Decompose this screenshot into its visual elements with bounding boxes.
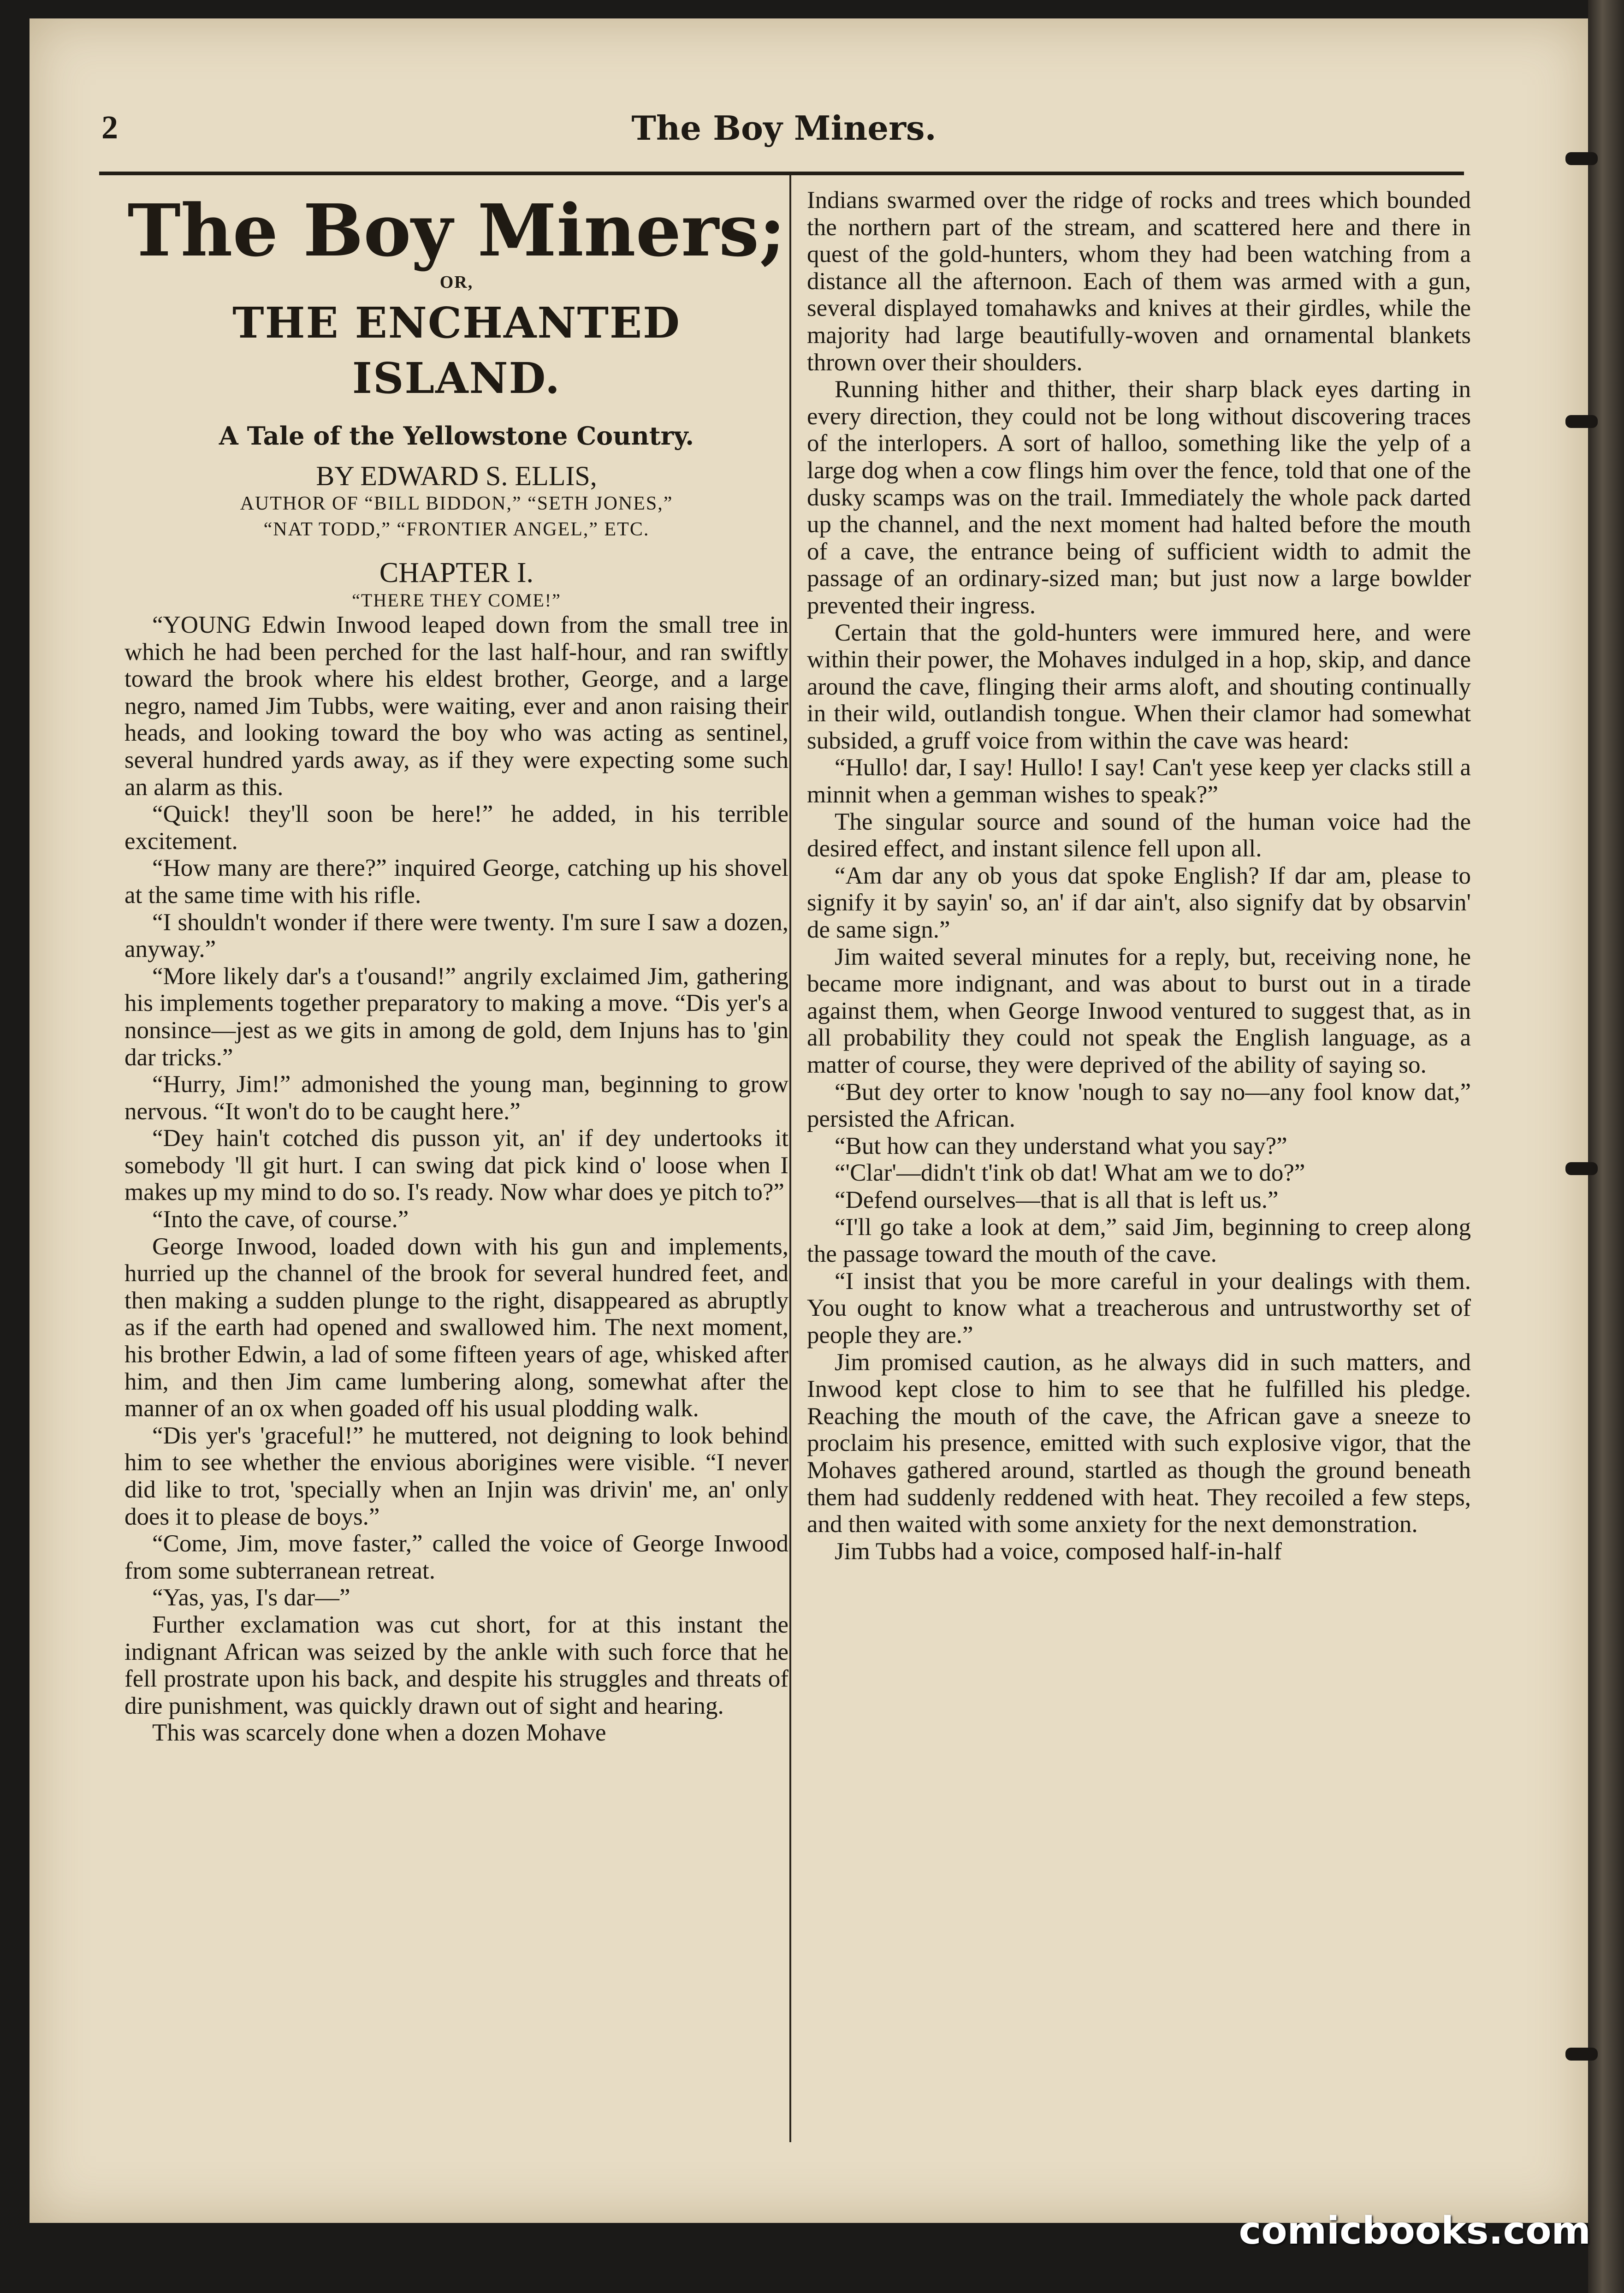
paragraph: “Yas, yas, I's dar—” <box>152 1584 350 1611</box>
paragraph: Certain that the gold-hunters were immured here, and were within their power, the Mohaves indulged in a hop, skip, and dance around the cave, flinging their arms aloft, and shouting continually in their wild, outlandish tongue. When their clamor had somewhat subsided, a gruff voice from within the cave was heard: <box>807 619 1471 754</box>
left-column <box>124 187 788 2142</box>
author-credits: AUTHOR OF “BILL BIDDON,” “SETH JONES,” <box>240 493 673 514</box>
chapter-title: “THERE THEY COME!” <box>352 590 561 611</box>
column-divider <box>789 175 791 2142</box>
paragraph: “I shouldn't wonder if there were twenty. I'm sure I saw a dozen, anyway.” <box>124 909 788 963</box>
binding-spine <box>1588 0 1624 2293</box>
paragraph: Indians swarmed over the ridge of rocks and trees which bounded the northern part of the stream, and scattered here and there in quest of the gold-hunters, whom they had been watching from a distance all the afternoon. Each of them was armed with a gun, several displayed tomahawks and knives at their girdles, while the majority had large beautifully-woven and ornamental blankets thrown over their shoulders. <box>807 187 1471 376</box>
right-column <box>807 187 1471 2142</box>
paragraph: Jim Tubbs had a voice, composed half-in-half <box>835 1538 1282 1565</box>
paragraph: The singular source and sound of the human voice had the desired effect, and instant silence fell upon all. <box>807 808 1471 862</box>
story-subtitle: THE ENCHANTED ISLAND. <box>232 298 681 403</box>
paragraph: “But dey orter to know 'nough to say no—any fool know dat,” persisted the African. <box>807 1078 1471 1133</box>
running-title: The Boy Miners. <box>631 108 936 148</box>
paragraph: Running hither and thither, their sharp black eyes darting in every direction, they could not be long without discovering traces of the interlopers. A sort of halloo, something like the yelp of a large dog when a cow flings him over the fence, told that one of the dusky scamps was on the trail. Immediately the whole pack darted up the channel, and the next moment had halted before the mouth of a cave, the entrance being of sufficient width to admit the passage of an ordinary-sized man; but just now a large bowlder prevented their ingress. <box>807 376 1471 619</box>
paragraph: “Hurry, Jim!” admonished the young man, beginning to grow nervous. “It won't do to be caught here.” <box>124 1071 788 1125</box>
paragraph: “Am dar any ob yous dat spoke English? If dar am, please to signify it by sayin' so, an' if dar ain't, also signify dat by obsarvin' de same sign.” <box>807 862 1471 944</box>
header-rule <box>99 172 1464 175</box>
paragraph: “Quick! they'll soon be here!” he added, in his terrible excitement. <box>124 801 788 855</box>
story-tagline: A Tale of the Yellowstone Country. <box>219 421 694 451</box>
paragraph: Jim waited several minutes for a reply, but, receiving none, he became more indignant, and was about to burst out in a tirade against them, when George Inwood ventured to suggest that, as in all probability they could not speak the English language, as a matter of course, they were deprived of the ability of saying so. <box>807 943 1471 1078</box>
staple-hole <box>1565 2048 1598 2061</box>
staple-hole <box>1565 152 1598 165</box>
paragraph: “Defend ourselves—that is all that is left us.” <box>835 1186 1279 1213</box>
chapter-number: CHAPTER I. <box>379 557 534 588</box>
paragraph: “More likely dar's a t'ousand!” angrily exclaimed Jim, gathering his implements together preparatory to making a move. “Dis yer's a nonsince—jest as we gits in among de gold, dem Injuns has to 'gin dar tricks.” <box>124 962 788 1071</box>
staple-hole <box>1565 1162 1598 1175</box>
paragraph: “Come, Jim, move faster,” called the voice of George Inwood from some subterranean retreat. <box>124 1530 788 1584</box>
left-body-text <box>124 612 788 1746</box>
paragraph: “Dey hain't cotched dis pusson yit, an' if dey undertooks it somebody 'll git hurt. I can swing dat pick kind o' loose when I makes up my mind to do so. I's ready. Now whar does ye pitch to?” <box>124 1125 788 1206</box>
watermark: comicbooks.com <box>1239 2209 1591 2253</box>
author-credits: “NAT TODD,” “FRONTIER ANGEL,” ETC. <box>263 519 650 540</box>
paragraph: “But how can they understand what you say?” <box>835 1132 1287 1159</box>
paragraph: “I'll go take a look at dem,” said Jim, beginning to creep along the passage toward the mouth of the cave. <box>807 1213 1471 1268</box>
paragraph: “YOUNG Edwin Inwood leaped down from the small tree in which he had been perched for the last half-hour, and ran swiftly toward the brook where his eldest brother, George, and a large negro, named Jim Tubbs, were waiting, ever and anon raising their heads, and looking toward the boy who was acting as sentinel, several hundred yards away, as if they were expecting some such an alarm as this. <box>124 612 788 801</box>
paragraph: “I insist that you be more careful in your dealings with them. You ought to know what a treacherous and untrustworthy set of people they are.” <box>807 1267 1471 1348</box>
paragraph: Jim promised caution, as he always did in such matters, and Inwood kept close to him to see that he fulfilled his pledge. Reaching the mouth of the cave, the African gave a sneeze to proclaim his presence, emitted with such explosive vigor, that the Mohaves gathered around, startled as though the ground beneath them had suddenly reddened with heat. They recoiled a few steps, and then waited with some anxiety for the next demonstration. <box>807 1348 1471 1538</box>
paragraph: “Hullo! dar, I say! Hullo! I say! Can't yese keep yer clacks still a minnit when a gemman wishes to speak?” <box>807 754 1471 808</box>
staple-hole <box>1565 415 1598 428</box>
story-or: OR, <box>439 273 474 292</box>
paragraph: “Dis yer's 'graceful!” he muttered, not deigning to look behind him to see whether the envious aborigines were visible. “I never did like to trot, 'specially when an Injin was drivin' me, an' only does it to please de boys.” <box>124 1422 788 1530</box>
page-header <box>101 108 1466 150</box>
page-number: 2 <box>101 109 118 146</box>
paragraph: This was scarcely done when a dozen Mohave <box>152 1719 606 1746</box>
paragraph: “Into the cave, of course.” <box>152 1206 409 1233</box>
paragraph: “How many are there?” inquired George, catching up his shovel at the same time with his rifle. <box>124 855 788 909</box>
byline: BY EDWARD S. ELLIS, <box>316 461 597 491</box>
paragraph: George Inwood, loaded down with his gun and implements, hurried up the channel of the brook for several hundred feet, and then making a sudden plunge to the right, disappeared as abruptly as if the earth had opened and swallowed him. The next moment, his brother Edwin, a lad of some fifteen years of age, whisked after him, and then Jim came lumbering along, somewhat after the manner of an ox when goaded off his usual plodding walk. <box>124 1233 788 1422</box>
paragraph: Further exclamation was cut short, for at this instant the indignant African was seized by the ankle with such force that he fell prostrate upon his back, and despite his struggles and threats of dire punishment, was quickly drawn out of sight and hearing. <box>124 1611 788 1719</box>
story-title: The Boy Miners; <box>127 188 786 273</box>
paragraph: “'Clar'—didn't t'ink ob dat! What am we to do?” <box>835 1159 1305 1187</box>
